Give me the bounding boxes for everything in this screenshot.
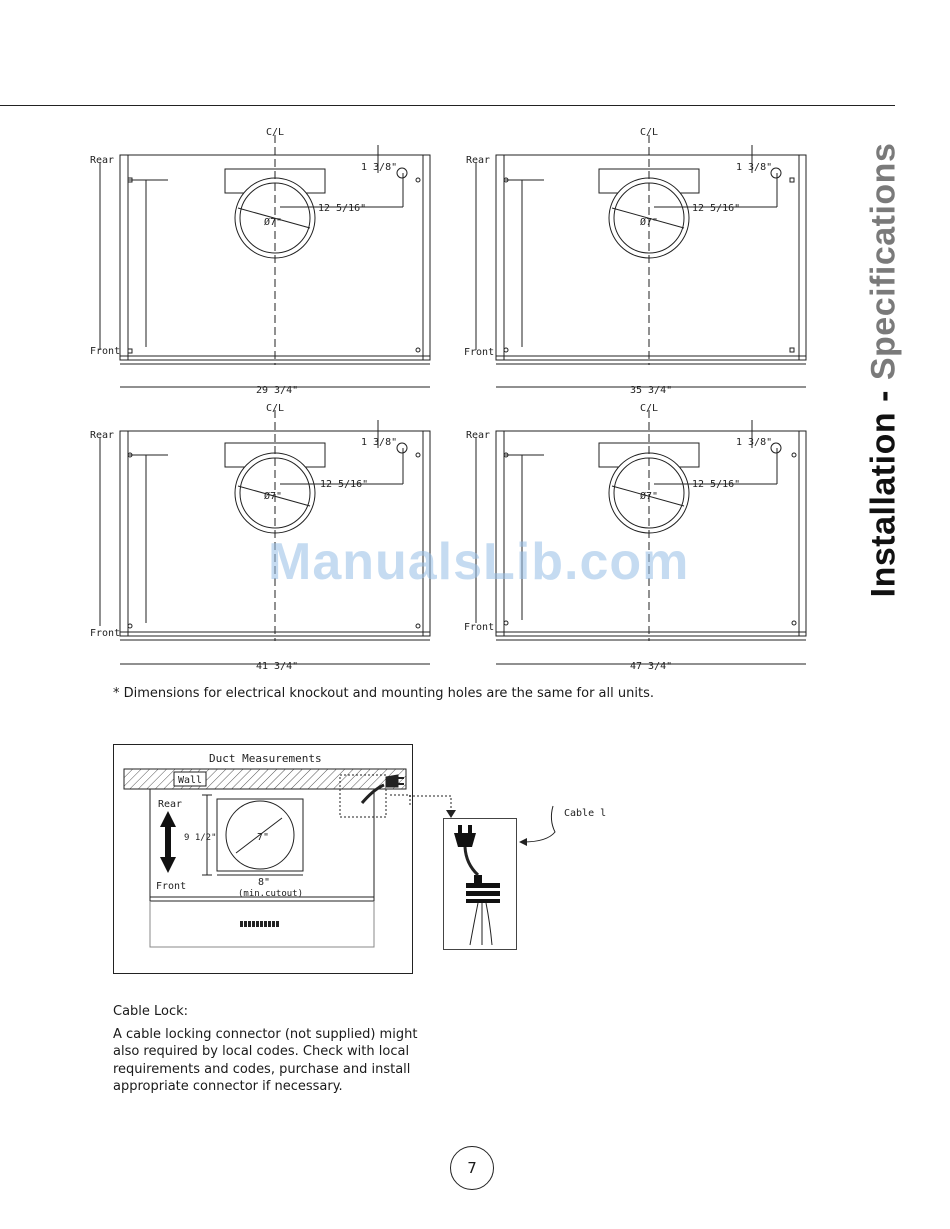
page-number [450,1146,494,1190]
front-label: Front [464,347,495,358]
min-cutout-label: (min.cutout) [238,889,304,899]
rear-label: Rear [90,430,115,441]
rear-label: Rear [90,155,115,166]
duct-front-label: Front [156,881,187,892]
centerline-label: C/L [640,127,659,138]
cable-lock-section [113,1003,423,1096]
cable-callout [515,800,625,850]
duct-diameter: Ø7" [640,217,659,228]
knockout-dimension: 12 5/16" [692,479,741,490]
page-number-text: 7 [467,1159,477,1177]
knockout-dimension: 12 5/16" [692,203,741,214]
knockout-dimension: 12 5/16" [318,203,367,214]
rear-label: Rear [466,430,491,441]
duct-diameter-label: 7" [257,832,270,843]
duct-diameter: Ø7" [264,217,283,228]
rear-label: Rear [466,155,491,166]
duct-title: Duct Measurements [209,752,322,765]
centerline-label: C/L [266,403,285,414]
offset-dimension: 1 3/8" [361,437,398,448]
duct-depth-dimension: 9 1/2" [184,833,217,843]
section-title-installation: Installation [864,411,903,598]
hood-drawing-1 [88,125,438,397]
cable-lock-detail [443,818,517,950]
front-label: Front [464,622,495,633]
cable-lock-body: A cable locking connector (not supplied) might also required by local codes. Check with local requirements and codes, purchase and install appropriate connector if necessary. [113,1026,418,1094]
width-dimension: 47 3/4" [630,661,673,672]
section-title-separator: - [864,380,903,412]
duct-diameter: Ø7" [640,491,659,502]
duct-diameter: Ø7" [264,491,283,502]
width-dimension: 41 3/4" [256,661,299,672]
hood-drawing-2 [464,125,814,397]
offset-dimension: 1 3/8" [736,437,773,448]
cable-lock-heading: Cable Lock: [113,1004,189,1019]
dimensions-note: * Dimensions for electrical knockout and mounting holes are the same for all units. [113,686,654,701]
wall-label: Wall [178,775,203,786]
front-label: Front [90,628,121,639]
offset-dimension: 1 3/8" [361,162,398,173]
cable-label: Cable l [564,808,607,819]
centerline-label: C/L [640,403,659,414]
width-dimension: 29 3/4" [256,385,299,396]
section-title-specifications: Specifications [864,142,903,381]
duct-measurements-diagram [113,744,413,974]
width-dimension: 35 3/4" [630,385,673,396]
front-label: Front [90,346,121,357]
offset-dimension: 1 3/8" [736,162,773,173]
watermark: ManualsLib.com [268,533,690,591]
knockout-dimension: 12 5/16" [320,479,369,490]
top-rule [0,105,895,106]
duct-rear-label: Rear [158,799,183,810]
centerline-label: C/L [266,127,285,138]
duct-width-dimension: 8" [258,877,271,888]
